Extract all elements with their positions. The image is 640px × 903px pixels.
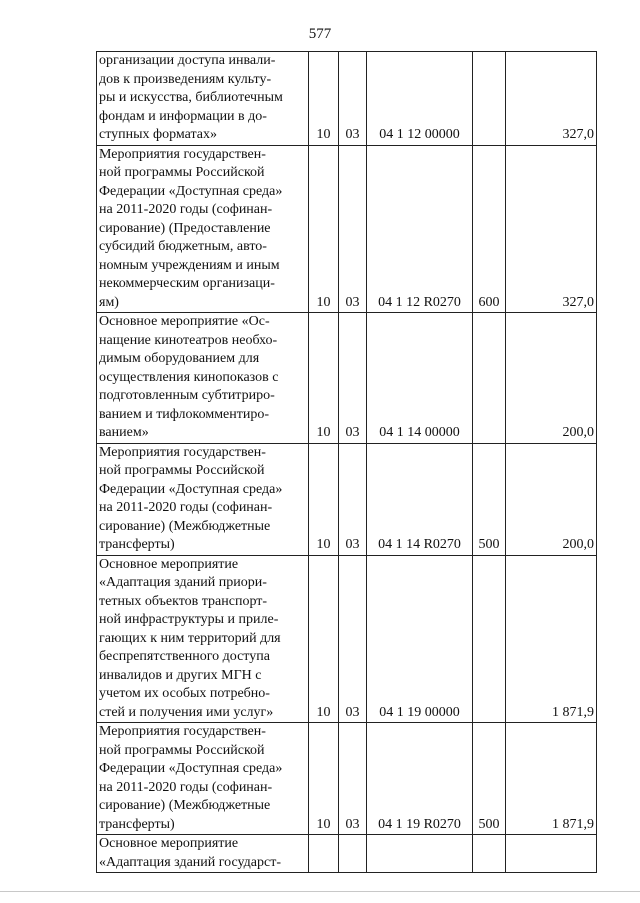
- row-amount: 1 871,9: [506, 555, 597, 723]
- row-subsection: 03: [339, 313, 367, 444]
- description-line: «Адаптация зданий приори-: [99, 575, 267, 590]
- row-target-code: 04 1 12 00000: [367, 52, 473, 146]
- description-line: сирование) (Межбюджетные: [99, 798, 271, 813]
- row-description: [97, 145, 309, 313]
- description-line: трансферты): [99, 816, 175, 832]
- row-target-code: [367, 835, 473, 873]
- table-row: [97, 313, 597, 444]
- description-line: субсидий бюджетным, авто-: [99, 239, 267, 254]
- description-line: Основное мероприятие «Ос-: [99, 314, 270, 329]
- budget-table: [96, 51, 597, 873]
- table-row: [97, 835, 597, 873]
- description-line: беспрепятственного доступа: [99, 649, 270, 664]
- row-expense-type: [473, 313, 506, 444]
- description-line: ванием»: [99, 425, 149, 440]
- row-target-code: 04 1 14 R0270: [367, 443, 473, 555]
- row-description: [97, 443, 309, 555]
- description-line: «Адаптация зданий государст-: [99, 854, 281, 870]
- description-line: сирование) (Предоставление: [99, 220, 271, 236]
- row-amount: 200,0: [506, 443, 597, 555]
- row-target-code: 04 1 19 R0270: [367, 723, 473, 835]
- description-line: организации доступа инвали-: [99, 53, 276, 68]
- description-line: дов к произведениям культу-: [99, 71, 272, 87]
- description-line: учетом их особых потребно-: [99, 686, 270, 701]
- row-subsection: 03: [339, 723, 367, 835]
- description-line: ной программы Российской: [99, 165, 265, 180]
- description-line: ступных форматах»: [99, 127, 218, 142]
- row-expense-type: 600: [473, 145, 506, 313]
- row-amount: [506, 835, 597, 873]
- row-subsection: 03: [339, 555, 367, 723]
- description-line: ной программы Российской: [99, 742, 265, 758]
- row-expense-type: 500: [473, 443, 506, 555]
- description-line: осуществления кинопоказов с: [99, 369, 279, 385]
- row-amount: 1 871,9: [506, 723, 597, 835]
- row-amount: 327,0: [506, 52, 597, 146]
- description-line: ной программы Российской: [99, 463, 265, 478]
- description-line: ной инфраструктуры и приле-: [99, 612, 279, 627]
- description-line: Мероприятия государствен-: [99, 444, 266, 460]
- row-subsection: 03: [339, 145, 367, 313]
- table-row: [97, 443, 597, 555]
- row-description: [97, 555, 309, 723]
- table-row: [97, 52, 597, 146]
- row-section: [309, 835, 339, 873]
- row-target-code: 04 1 14 00000: [367, 313, 473, 444]
- row-subsection: 03: [339, 443, 367, 555]
- row-description: [97, 52, 309, 146]
- row-description: [97, 723, 309, 835]
- description-line: Федерации «Доступная среда»: [99, 761, 283, 776]
- row-expense-type: 500: [473, 723, 506, 835]
- description-line: гающих к ним территорий для: [99, 630, 281, 646]
- description-line: ры и искусства, библиотечным: [99, 90, 283, 105]
- description-line: на 2011-2020 годы (софинан-: [99, 202, 273, 217]
- description-line: нащение кинотеатров необхо-: [99, 332, 278, 348]
- description-line: ванием и тифлокомментиро-: [99, 406, 270, 422]
- row-amount: 327,0: [506, 145, 597, 313]
- row-amount: 200,0: [506, 313, 597, 444]
- description-line: ям): [99, 294, 119, 310]
- row-expense-type: [473, 52, 506, 146]
- description-line: Мероприятия государствен-: [99, 724, 266, 739]
- row-expense-type: [473, 555, 506, 723]
- budget-table-body: [97, 52, 597, 873]
- table-row: [97, 145, 597, 313]
- table-row: [97, 555, 597, 723]
- row-section: 10: [309, 723, 339, 835]
- description-line: инвалидов и других МГН с: [99, 667, 262, 683]
- row-subsection: 03: [339, 52, 367, 146]
- description-line: Мероприятия государствен-: [99, 146, 266, 162]
- description-line: фондам и информации в до-: [99, 108, 267, 124]
- row-description: [97, 835, 309, 873]
- description-line: Федерации «Доступная среда»: [99, 481, 283, 497]
- description-line: трансферты): [99, 537, 175, 552]
- description-line: сирование) (Межбюджетные: [99, 518, 271, 534]
- description-line: стей и получения ими услуг»: [99, 704, 274, 720]
- description-line: Основное мероприятие: [99, 836, 239, 851]
- page-number: 577: [308, 26, 332, 42]
- description-line: некоммерческим организаци-: [99, 276, 275, 291]
- table-row: [97, 723, 597, 835]
- description-line: на 2011-2020 годы (софинан-: [99, 779, 273, 795]
- row-section: 10: [309, 145, 339, 313]
- row-description: [97, 313, 309, 444]
- description-line: на 2011-2020 годы (софинан-: [99, 500, 273, 515]
- row-expense-type: [473, 835, 506, 873]
- row-section: 10: [309, 52, 339, 146]
- row-target-code: 04 1 19 00000: [367, 555, 473, 723]
- description-line: номным учреждениям и иным: [99, 257, 280, 273]
- description-line: тетных объектов транспорт-: [99, 593, 268, 609]
- description-line: Федерации «Доступная среда»: [99, 183, 283, 199]
- description-line: подготовленным субтитриро-: [99, 388, 275, 403]
- row-target-code: 04 1 12 R0270: [367, 145, 473, 313]
- row-section: 10: [309, 443, 339, 555]
- page-bottom-edge: [0, 891, 640, 892]
- row-section: 10: [309, 555, 339, 723]
- description-line: димым оборудованием для: [99, 351, 260, 366]
- row-section: 10: [309, 313, 339, 444]
- description-line: Основное мероприятие: [99, 556, 239, 572]
- row-subsection: [339, 835, 367, 873]
